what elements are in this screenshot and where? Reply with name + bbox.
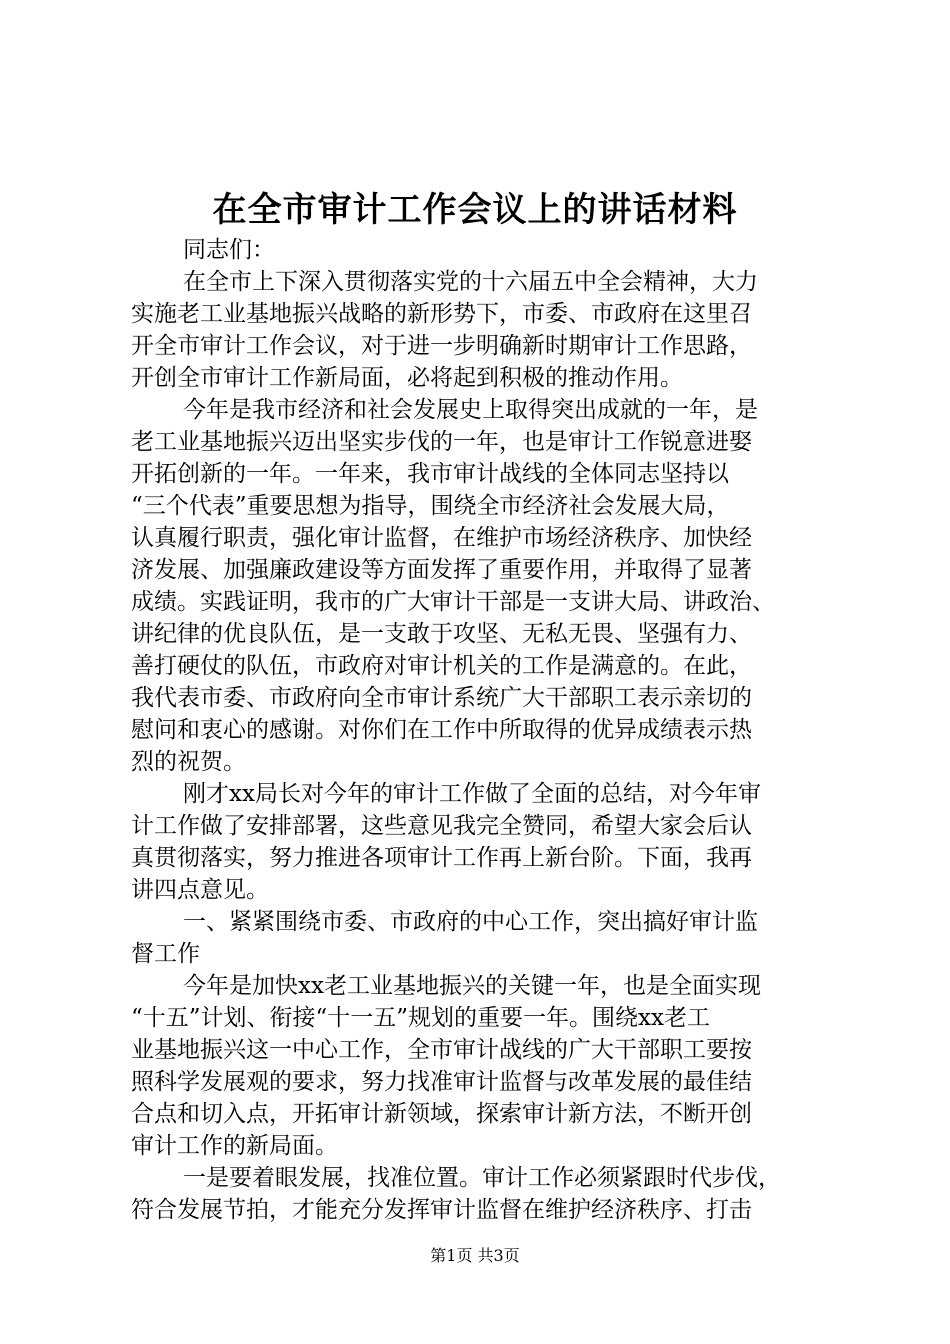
paragraph-line: 成绩。实践证明，我市的广大审计干部是一支讲大局、讲政治、 [131,589,775,615]
paragraph-line: 讲四点意见。 [131,877,269,903]
paragraph-line: 开创全市审计工作新局面，必将起到积极的推动作用。 [131,365,683,391]
paragraph-line: 刚才xx局长对今年的审计工作做了全面的总结，对今年审 [183,781,761,807]
paragraph-line: 业基地振兴这一中心工作，全市审计战线的广大干部职工要按 [131,1037,752,1063]
section-heading-line: 督工作 [131,941,200,967]
paragraph-line: 照科学发展观的要求，努力找准审计监督与改革发展的最佳结 [131,1069,752,1095]
paragraph-line: 讲纪律的优良队伍，是一支敢于攻坚、无私无畏、坚强有力、 [131,621,752,647]
paragraph-line: “三个代表”重要思想为指导，围绕全市经济社会发展大局， [131,493,730,519]
paragraph-line: 济发展、加强廉政建设等方面发挥了重要作用，并取得了显著 [131,557,752,583]
paragraph-line: 一是要着眼发展，找准位置。审计工作必须紧跟时代步伐， [183,1165,781,1191]
paragraph-line: “十五”计划、衔接“十一五”规划的重要一年。围绕xx老工 [131,1005,710,1031]
paragraph-line: 烈的祝贺。 [131,749,246,775]
paragraph-line: 在全市上下深入贯彻落实党的十六届五中全会精神，大力 [183,269,758,295]
paragraph-line: 开全市审计工作会议，对于进一步明确新时期审计工作思路， [131,333,752,359]
paragraph-line: 善打硬仗的队伍，市政府对审计机关的工作是满意的。在此， [131,653,752,679]
paragraph-line: 开拓创新的一年。一年来，我市审计战线的全体同志坚持以 [131,461,729,487]
paragraph-line: 真贯彻落实，努力推进各项审计工作再上新台阶。下面，我再 [131,845,752,871]
paragraph-line: 慰问和衷心的感谢。对你们在工作中所取得的优异成绩表示热 [131,717,752,743]
paragraph-line: 实施老工业基地振兴战略的新形势下，市委、市政府在这里召 [131,301,752,327]
paragraph-line: 今年是加快xx老工业基地振兴的关键一年，也是全面实现 [183,973,761,999]
paragraph-line: 老工业基地振兴迈出坚实步伐的一年，也是审计工作锐意进娶 [131,429,752,455]
document-body [131,234,843,1226]
paragraph-line: 今年是我市经济和社会发展史上取得突出成就的一年，是 [183,397,758,423]
paragraph-line: 计工作做了安排部署，这些意见我完全赞同，希望大家会后认 [131,813,752,839]
paragraph-line: 我代表市委、市政府向全市审计系统广大干部职工表示亲切的 [131,685,752,711]
document-title: 在全市审计工作会议上的讲话材料 [212,190,738,230]
paragraph-line: 认真履行职责，强化审计监督，在维护市场经济秩序、加快经 [131,525,752,551]
salutation-line: 同志们： [183,237,275,263]
paragraph-line: 符合发展节拍，才能充分发挥审计监督在维护经济秩序、打击 [131,1197,752,1223]
page-footer: 第1页 共3页 [430,1246,520,1265]
paragraph-line: 合点和切入点，开拓审计新领域，探索审计新方法，不断开创 [131,1101,752,1127]
section-heading-line: 一、紧紧围绕市委、市政府的中心工作，突出搞好审计监 [183,909,758,935]
paragraph-line: 审计工作的新局面。 [131,1133,338,1159]
